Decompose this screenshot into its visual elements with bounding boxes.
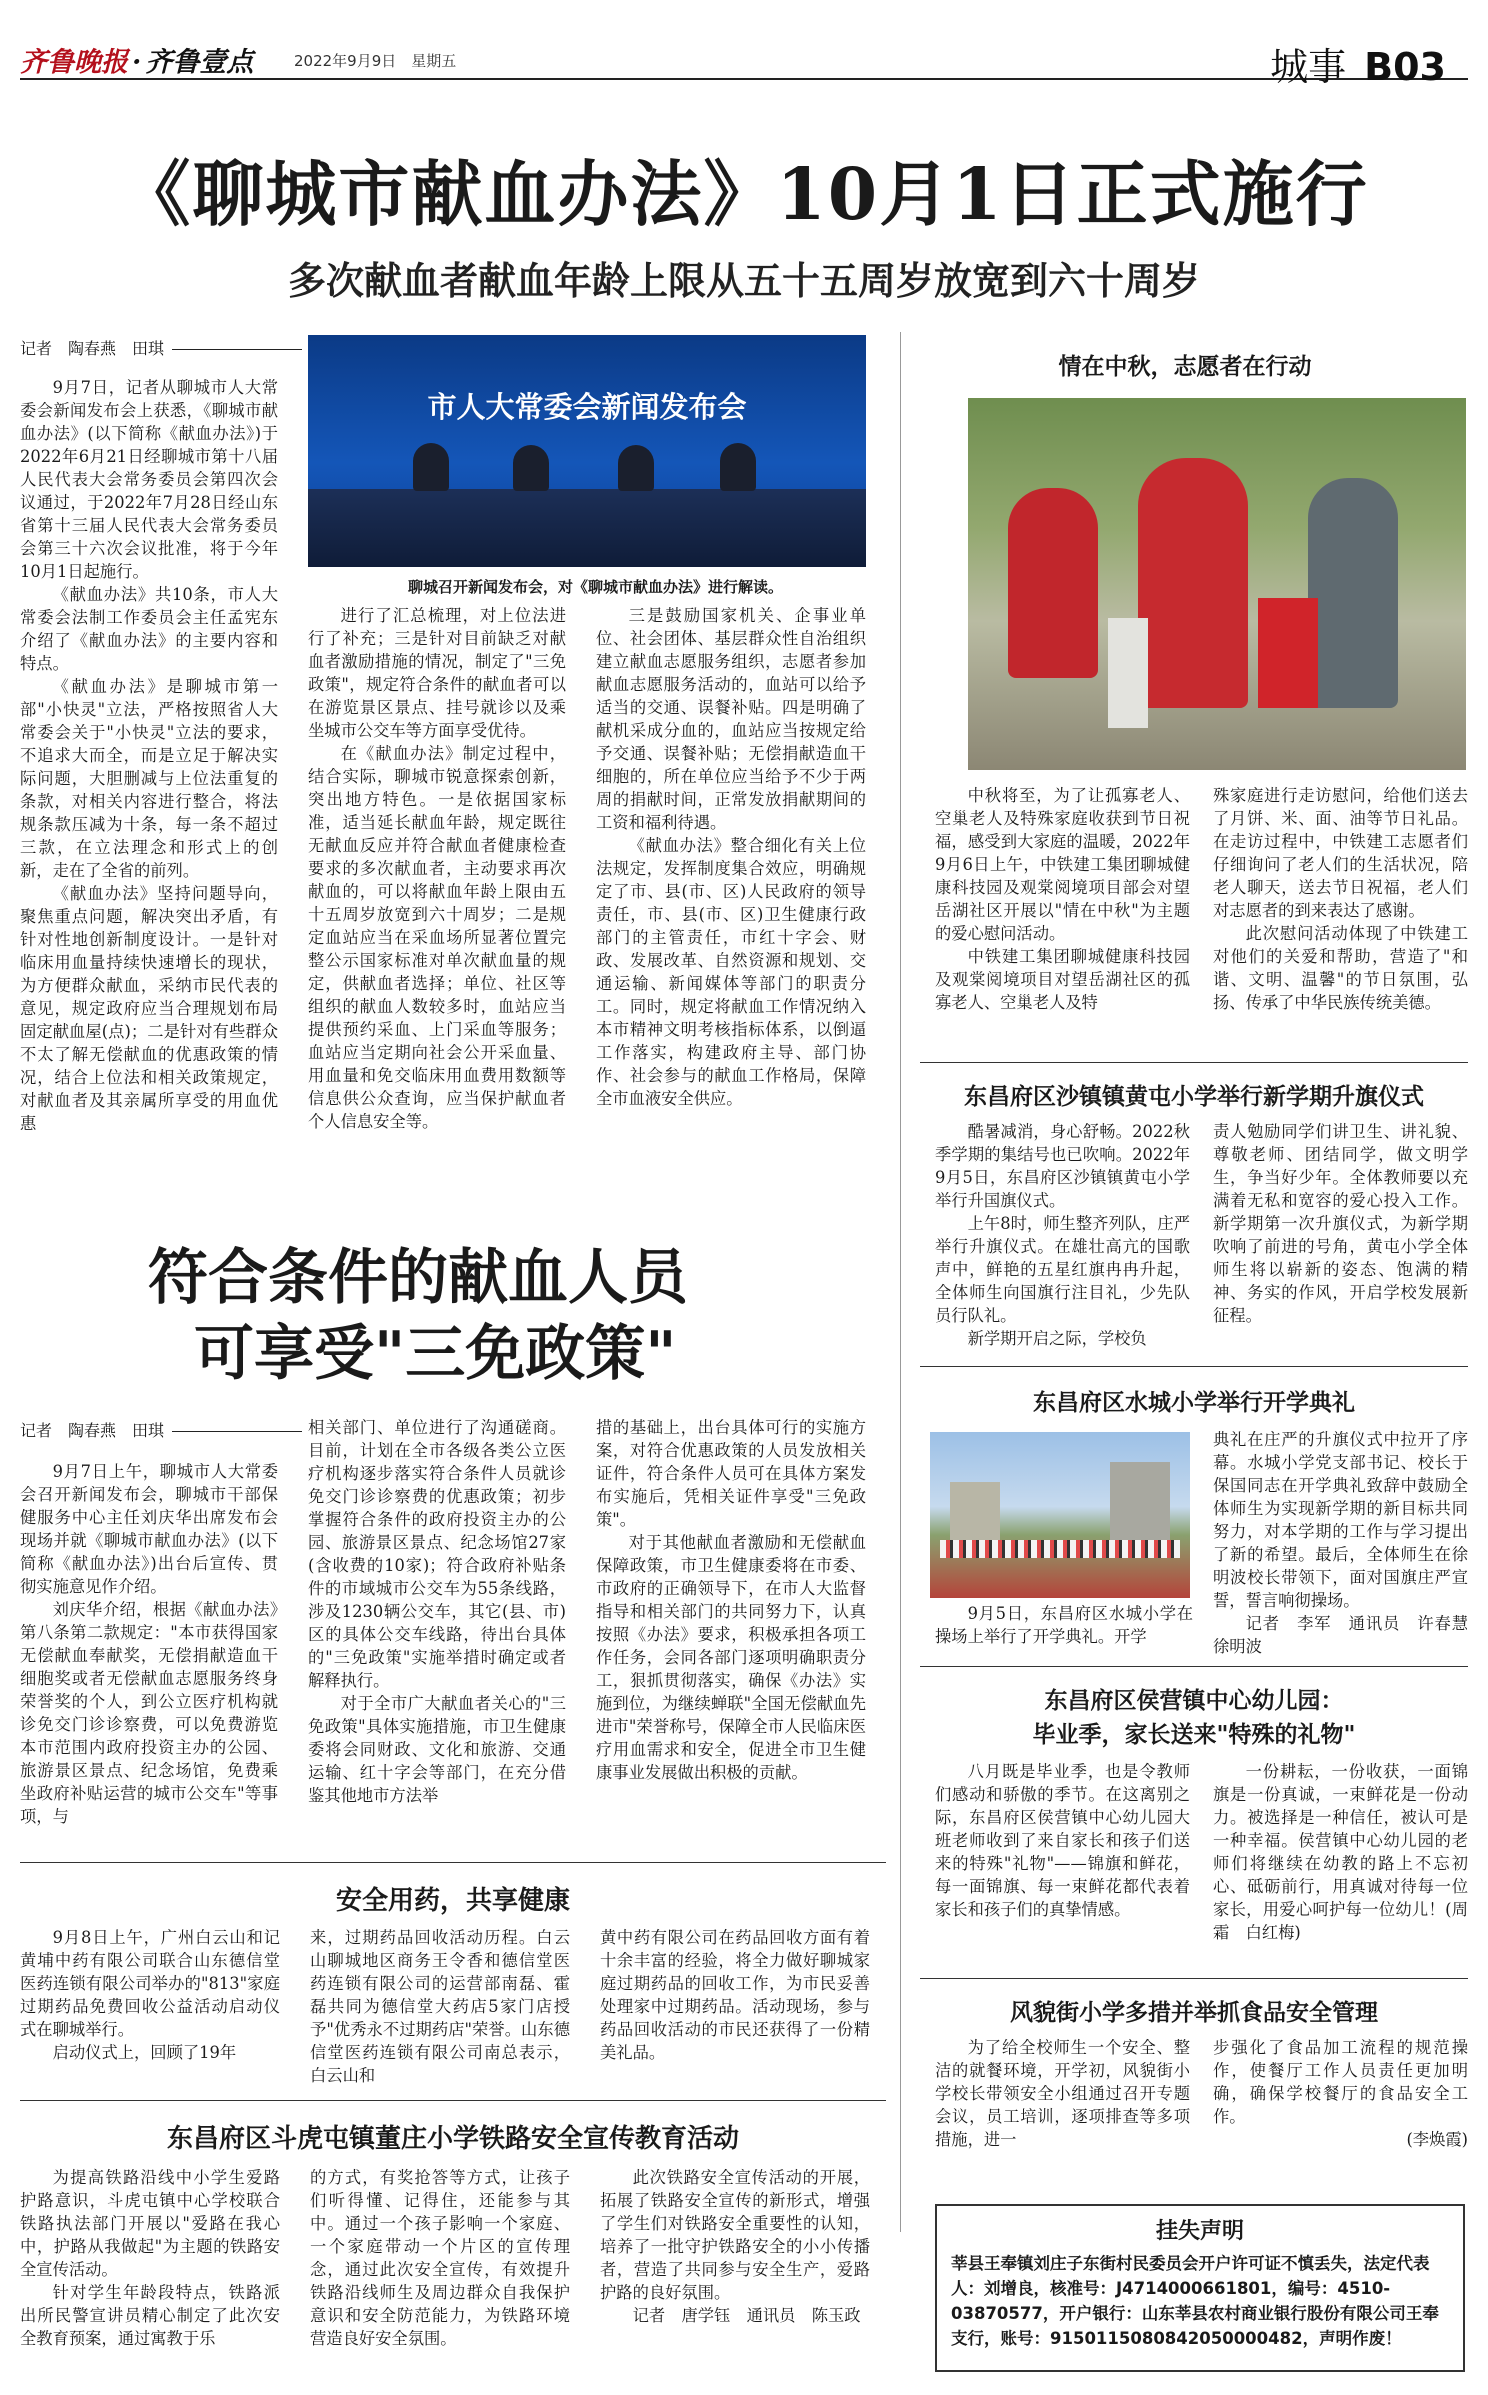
paragraph: 步强化了食品加工流程的规范操作，使餐厅工作人员责任更加明确，确保学校餐厅的食品安全工作。 xyxy=(1213,2038,1468,2126)
speaker-figure xyxy=(618,445,654,491)
volunteer-figure xyxy=(1138,458,1248,708)
press-conference-photo xyxy=(308,335,866,567)
rail-col-3 xyxy=(600,2166,870,2366)
notice-title: 挂失声明 xyxy=(1155,2219,1244,2244)
logo-text-a: 齐鲁晚报 xyxy=(20,47,128,78)
gift-bag xyxy=(1258,598,1318,708)
press-photo-caption: 聊城召开新闻发布会，对《聊城市献血办法》进行解读。 xyxy=(408,578,784,596)
author-credit: (李焕霞) xyxy=(1406,2130,1468,2149)
second-headline-line1: 符合条件的献血人员 xyxy=(148,1243,688,1313)
logo-text-b: 齐鲁壹点 xyxy=(145,47,254,78)
issue-date: 2022年9月9日 星期五 xyxy=(294,52,457,70)
paragraph: 为提高铁路沿线中小学生爱路护路意识，斗虎屯镇中心学校联合铁路执法部门开展以"爱路在我心中，护路从我做起"为主题的铁路安全宣传活动。 xyxy=(20,2168,280,2279)
fengmao-col-1 xyxy=(935,2036,1190,2156)
speaker-figure xyxy=(413,443,449,491)
section-rule xyxy=(20,2100,886,2101)
fengmao-headline: 风貌街小学多措并举抓食品安全管理 xyxy=(1010,2000,1378,2026)
paragraph: 记者 唐学钰 通讯员 陈玉政 xyxy=(632,2306,861,2325)
paragraph: 此次铁路安全宣传活动的开展，拓展了铁路安全宣传的新形式，增强了学生们对铁路安全重要性的认知，培养了一批守护铁路安全的小小传播者，营造了共同参与安全生产，爱路护路的良好氛围。 xyxy=(600,2168,870,2302)
main-col-3 xyxy=(596,604,866,1234)
paragraph: 相关部门、单位进行了沟通磋商。目前，计划在全市各级各类公立医疗机构逐步落实符合条件人员就诊免交门诊诊察费的优惠政策；初步掌握符合条件的政府投资主办的公园、旅游景区景点、纪念场馆27家(含收费的10家)；符合政府补贴条件的市域城市公交车为55条线路，涉及1230辆公交车，其它(县、市)区的具体公交车线路，待出台具体的"三免政策"实施举措时确定或者解释执行。 xyxy=(308,1418,566,1690)
main-headline: 《聊城市献血办法》10月1日正式施行 xyxy=(119,152,1369,236)
building-shape xyxy=(1110,1462,1170,1542)
rail-col-2 xyxy=(310,2166,570,2366)
paragraph: 《献血办法》是聊城市第一部"小快灵"立法，严格按照省人大常委会关于"小快灵"立法的要求，不追求大而全，而是立足于解决实际问题，大胆删减与上位法重复的条款，对相关内容进行整合，将法规条款压减为十条，每一条不超过三款，在立法理念和形式上的创新，走在了全省的前列。 xyxy=(20,677,278,880)
paragraph: 一份耕耘，一份收获，一面锦旗是一份真诚，一束鲜花是一份动力。被选择是一种信任，被认可是一种幸福。侯营镇中心幼儿园的老师们将继续在幼教的路上不忘初心、砥砺前行，用真诚对待每一位家长，用爱心呵护每一位幼儿！(周霜 白红梅) xyxy=(1213,1762,1468,1942)
section-label xyxy=(1270,36,1446,91)
kindergarten-headline-1: 东昌府区侯营镇中心幼儿园： xyxy=(1044,1688,1344,1714)
school-ceremony-photo xyxy=(930,1432,1190,1598)
paragraph: 9月8日上午，广州白云山和记黄埔中药有限公司联合山东德信堂医药连锁有限公司举办的"813"家庭过期药品免费回收公益活动启动仪式在聊城举行。 xyxy=(20,1928,280,2039)
photo-caption: 9月5日，东昌府区水城小学在操场上举行了开学典礼。开学 xyxy=(935,1604,1193,1646)
paragraph: 来，过期药品回收活动历程。白云山聊城地区商务王令香和德信堂医药连锁有限公司的运营部南磊、霍磊共同为德信堂大药店5家门店授予"优秀永不过期药店"荣誉。山东德信堂医药连锁有限公司南总表示，白云山和 xyxy=(310,1928,570,2085)
fengmao-col-2 xyxy=(1213,2036,1468,2156)
autumn-col-1 xyxy=(935,784,1190,1054)
kindergarten-col-2 xyxy=(1213,1760,1468,1970)
shuicheng-headline: 东昌府区水城小学举行开学典礼 xyxy=(1033,1390,1355,1416)
paragraph: 为了给全校师生一个安全、整洁的就餐环境，开学初，风貌街小学校长带领安全小组通过召开专题会议，员工培训，逐项排查等多项措施，进一 xyxy=(935,2038,1190,2149)
shuicheng-caption-col xyxy=(935,1602,1193,1650)
paragraph: 中铁建工集团聊城健康科技园及观棠阅境项目对望岳湖社区的孤寡老人、空巢老人及特 xyxy=(935,947,1190,1012)
second-col-3 xyxy=(596,1416,866,1860)
paragraph: 针对学生年龄段特点，铁路派出所民警宣讲员精心制定了此次安全教育预案，通过寓教于乐 xyxy=(20,2283,280,2348)
paragraph: 三是鼓励国家机关、企事业单位、社会团体、基层群众性自治组织建立献血志愿服务组织，志愿者参加献血志愿服务活动的，血站可以给予适当的交通、误餐补贴。四是明确了献机采成分血的，血站应当按规定给予交通、误餐补贴；无偿捐献造血干细胞的，所在单位应当给予不少于两周的捐献时间，正常发放捐献期间的工资和福利待遇。 xyxy=(596,606,866,832)
paragraph: 酷暑减消，身心舒畅。2022秋季学期的集结号也已吹响。2022年9月5日，东昌府区沙镇镇黄屯小学举行升国旗仪式。 xyxy=(935,1122,1190,1210)
shazhen-col-1 xyxy=(935,1120,1190,1358)
rail-col-1 xyxy=(20,2166,280,2366)
kindergarten-headline-2: 毕业季，家长送来"特殊的礼物" xyxy=(1032,1722,1356,1748)
paragraph: 措的基础上，出台具体可行的实施方案，对符合优惠政策的人员发放相关证件，符合条件人员可在具体方案发布实施后，凭相关证件享受"三免政策"。 xyxy=(596,1418,866,1529)
rice-bag xyxy=(1108,618,1148,728)
paragraph: 责人勉励同学们讲卫生、讲礼貌、尊敬老师、团结同学，做文明学生，争当好少年。全体教师要以充满着无私和宽容的爱心投入工作。新学期第一次升旗仪式，为新学期吹响了前进的号角，黄屯小学全体师生将以崭新的姿态、饱满的精神、务实的作风，开启学校发展新征程。 xyxy=(1213,1122,1468,1325)
photo-desk xyxy=(308,489,866,567)
paragraph: 中秋将至，为了让孤寡老人、空巢老人及特殊家庭收获到节日祝福，感受到大家庭的温暖，2022年9月6日上午，中铁建工集团聊城健康科技园及观棠阅境项目部会对望岳湖社区开展以"情在中秋"为主题的爱心慰问活动。 xyxy=(935,786,1190,943)
newspaper-logo: 齐鲁晚报 · 齐鲁壹点 xyxy=(20,47,254,78)
paragraph: 启动仪式上，回顾了19年 xyxy=(52,2043,237,2062)
paragraph: 此次慰问活动体现了中铁建工对他们的关爱和帮助，营造了"和谐、文明、温馨"的节日氛围，弘扬、传承了中华民族传统美德。 xyxy=(1213,924,1468,1012)
drug-headline: 安全用药，共享健康 xyxy=(335,1886,570,1916)
notice-body: 莘县王奉镇刘庄子东街村民委员会开户许可证不慎丢失，法定代表人：刘增良，核准号：J4714000661801，编号：4510-03870577，开户银行：山东莘县农村商业银行股份有限公司王奉支行，账号：9150115080842050000482，声明作废！ xyxy=(951,2254,1439,2348)
second-col-2 xyxy=(308,1416,566,1860)
crowd-row xyxy=(940,1540,1180,1558)
drug-col-3 xyxy=(600,1926,870,2086)
main-subheadline: 多次献血者献血年龄上限从五十五周岁放宽到六十周岁 xyxy=(287,258,1200,303)
paragraph: 黄中药有限公司在药品回收方面有着十余丰富的经验，将全力做好聊城家庭过期药品的回收工作，为市民妥善处理家中过期药品。活动现场，参与药品回收活动的市民还获得了一份精美礼品。 xyxy=(600,1928,870,2062)
shuicheng-col xyxy=(1213,1428,1485,1718)
main-byline: 记者 陶春燕 田琪 xyxy=(20,336,302,359)
paragraph: 对于全市广大献血者关心的"三免政策"具体实施措施，市卫生健康委将会同财政、文化和旅游、交通运输、红十字会等部门，在充分借鉴其他地市方法举 xyxy=(308,1694,566,1805)
shazhen-col-2 xyxy=(1213,1120,1468,1358)
section-rule xyxy=(20,1862,886,1863)
second-headline xyxy=(20,1240,880,1400)
paragraph: 在《献血办法》制定过程中，结合实际，聊城市锐意探索创新，突出地方特色。一是依据国家标准，适当延长献血年龄，规定既往无献血反应并符合献血者健康检查要求的多次献血者，主动要求再次献血的，可以将献血年龄上限由五十五周岁放宽到六十周岁；二是规定血站应当在采血场所显著位置完整公示国家标准对单次献血量的规定，供献血者选择；单位、社区等组织的献血人数较多时，血站应当提供预约采血、上门采血等服务；血站应当定期向社会公开采血量、用血量和免交临床用血费用数额等信息供公众查询，应当保护献血者个人信息安全等。 xyxy=(308,744,566,1131)
paragraph: 刘庆华介绍，根据《献血办法》第八条第二款规定："本市获得国家无偿献血奉献奖，无偿捐献造血干细胞奖或者无偿献血志愿服务终身荣誉奖的个人，到公立医疗机构就诊免交门诊诊察费，可以免费游览本市范围内政府投资主办的公园、旅游景区景点、纪念场馆，免费乘坐政府补贴运营的城市公交车"等事项，与 xyxy=(20,1600,278,1826)
paragraph: 《献血办法》共10条，市人大常委会法制工作委员会主任孟宪东介绍了《献血办法》的主要内容和特点。 xyxy=(20,585,278,673)
paragraph: 八月既是毕业季，也是令教师们感动和骄傲的季节。在这离别之际，东昌府区侯营镇中心幼儿园大班老师收到了来自家长和孩子们送来的特殊"礼物"——锦旗和鲜花，每一面锦旗、每一束鲜花都代表着家长和孩子们的真挚情感。 xyxy=(935,1762,1190,1919)
building-shape xyxy=(950,1482,1000,1542)
kindergarten-col-1 xyxy=(935,1760,1190,1970)
second-headline-line2: 可享受"三免政策" xyxy=(194,1319,677,1389)
paragraph: 进行了汇总梳理，对上位法进行了补充；三是针对目前缺乏对献血者激励措施的情况，制定了"三免政策"，规定符合条件的献血者可以在游览景区景点、挂号就诊以及乘坐城市公交车等方面享受优待。 xyxy=(308,606,566,740)
main-col-1 xyxy=(20,376,278,1234)
volunteer-photo xyxy=(968,398,1466,770)
paragraph: 《献血办法》坚持问题导向，聚焦重点问题，解决突出矛盾，有针对性地创新制度设计。一是针对临床用血量持续快速增长的现状，为方便群众献血，采纳市民代表的意见，规定政府应当合理规划布局固定献血屋(点)；二是针对有些群众不太了解无偿献血的优惠政策的情况，结合上位法和相关政策规定，对献血者及其亲属所享受的用血优惠 xyxy=(20,884,278,1133)
drug-col-1 xyxy=(20,1926,280,2086)
paragraph: 新学期开启之际，学校负 xyxy=(967,1329,1147,1348)
paragraph: 典礼在庄严的升旗仪式中拉开了序幕。水城小学党支部书记、校长于保国同志在开学典礼致辞中鼓励全体师生为实现新学期的新目标共同努力，对本学期的工作与学习提出了新的希望。最后，全体师生在徐明波校长带领下，面对国旗庄严宣誓，誓言响彻操场。 xyxy=(1213,1430,1468,1610)
rail-headline: 东昌府区斗虎屯镇董庄小学铁路安全宣传教育活动 xyxy=(166,2124,739,2154)
section-rule xyxy=(920,1062,1468,1063)
autumn-headline: 情在中秋，志愿者在行动 xyxy=(1058,354,1312,380)
speaker-figure xyxy=(720,443,756,491)
paragraph: 上午8时，师生整齐列队，庄严举行升旗仪式。在雄壮高亢的国歌声中，鲜艳的五星红旗冉冉升起，全体师生向国旗行注目礼，少先队员行队礼。 xyxy=(935,1214,1190,1325)
autumn-col-2 xyxy=(1213,784,1468,1054)
section-rule xyxy=(920,1978,1468,1979)
paragraph: 对于其他献血者激励和无偿献血保障政策，市卫生健康委将在市委、市政府的正确领导下，在市人大监督指导和相关部门的共同努力下，认真按照《办法》要求，积极承担各项工作任务，会同各部门逐项明确职责分工，狠抓贯彻落实，确保《办法》实施到位，为继续蝉联"全国无偿献血先进市"荣誉称号，保障全市人民临床医疗用血需求和安全，促进全市卫生健康事业发展做出积极的贡献。 xyxy=(596,1533,866,1782)
paragraph: 记者 李军 通讯员 许春慧 徐明波 xyxy=(1213,1614,1485,1656)
second-col-1 xyxy=(20,1460,278,1860)
paragraph: 9月7日上午，聊城市人大常委会召开新闻发布会，聊城市干部保健服务中心主任刘庆华出席发布会现场并就《聊城市献血办法》(以下简称《献血办法》)出台后宣传、贯彻实施意见作介绍。 xyxy=(20,1462,278,1596)
paragraph: 《献血办法》整合细化有关上位法规定，发挥制度集合效应，明确规定了市、县(市、区)人民政府的领导责任，市、县(市、区)卫生健康行政部门的主管责任，市红十字会、财政、发展改革、自然资源和规划、交通运输、新闻媒体等部门的职责分工。同时，规定将献血工作情况纳入本市精神文明考核指标体系，以倒逼工作落实，构建政府主导、部门协作、社会参与的献血工作格局，保障全市血液安全供应。 xyxy=(596,836,866,1108)
second-byline: 记者 陶春燕 田琪 xyxy=(20,1418,302,1441)
resident-figure xyxy=(1308,478,1398,708)
section-name: 城事 xyxy=(1270,45,1347,89)
lost-notice-box xyxy=(935,2204,1465,2372)
volunteer-figure xyxy=(1008,488,1098,678)
shazhen-headline: 东昌府区沙镇镇黄屯小学举行新学期升旗仪式 xyxy=(964,1084,1424,1110)
masthead xyxy=(20,36,1468,89)
main-col-2 xyxy=(308,604,566,1234)
speaker-figure xyxy=(513,445,549,491)
drug-col-2 xyxy=(310,1926,570,2086)
photo-banner-text: 市人大常委会新闻发布会 xyxy=(427,390,747,424)
section-rule xyxy=(920,1366,1468,1367)
section-rule xyxy=(920,1666,1468,1667)
page-number: B03 xyxy=(1364,45,1446,89)
paragraph: 的方式，有奖抢答等方式，让孩子们听得懂、记得住，还能参与其中。通过一个孩子影响一个家庭、一个家庭带动一个片区的宣传理念，通过此次安全宣传，有效提升铁路沿线师生及周边群众自我保护意识和安全防范能力，为铁路环境营造良好安全氛围。 xyxy=(310,2168,570,2348)
column-divider xyxy=(900,332,901,2232)
paragraph: 殊家庭进行走访慰问，给他们送去了月饼、米、面、油等节日礼品。在走访过程中，中铁建工志愿者们仔细询问了老人们的生活状况，陪老人聊天，送去节日祝福，老人们对志愿者的到来表达了感谢。 xyxy=(1213,786,1468,920)
paragraph: 9月7日，记者从聊城市人大常委会新闻发布会上获悉，《聊城市献血办法》(以下简称《献血办法》)于2022年6月21日经聊城市第十八届人民代表大会常务委员会第四次会议通过，于2022年7月28日经山东省第十三届人民代表大会常务委员会第三十六次会议批准，将于今年10月1日起施行。 xyxy=(20,378,278,581)
